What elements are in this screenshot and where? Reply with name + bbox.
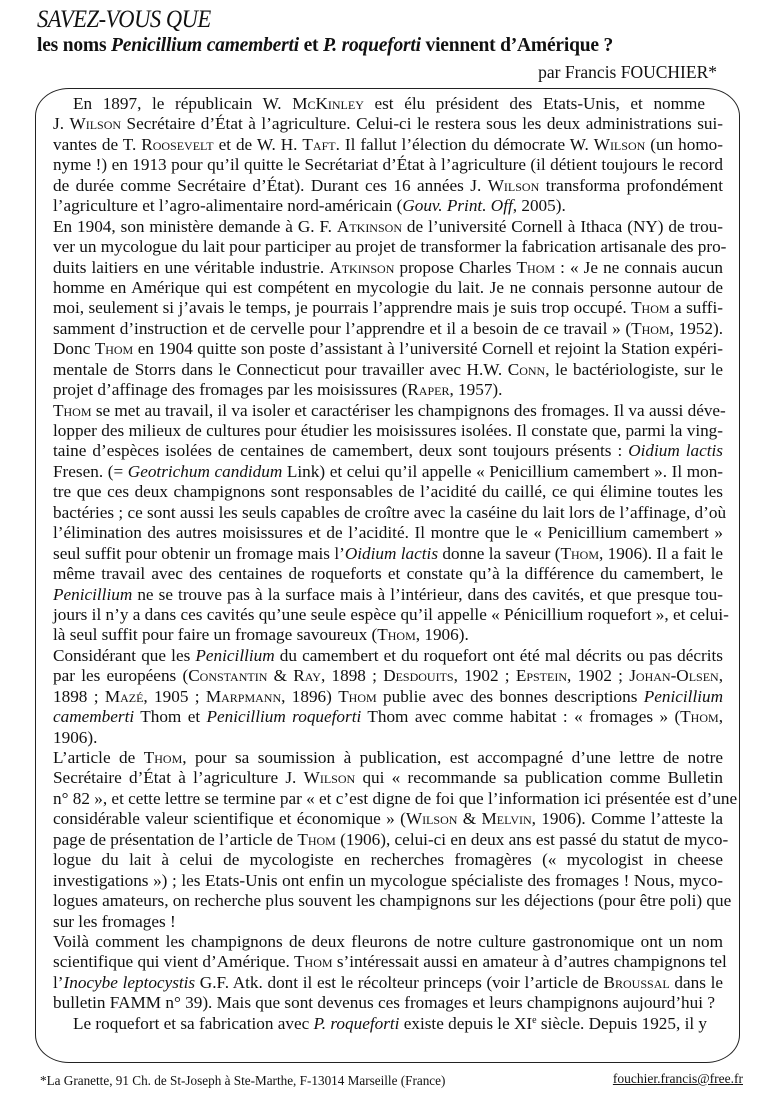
- text-run: est élu président des Etats-Unis, et nomme: [363, 94, 705, 113]
- text-line: [53, 1014, 723, 1034]
- text-run: qui « recommande sa publication comme Bulletin: [355, 768, 723, 788]
- text-run: même travail avec des centaines de roqueforts et constate qu’à la différence du camembert, le: [53, 564, 723, 584]
- text-line: [53, 871, 723, 891]
- text-run: Thom et: [134, 707, 207, 727]
- text-run: siècle. Depuis 1925, il y: [536, 1013, 708, 1033]
- small-caps-name: Atkinson: [329, 257, 395, 277]
- text-line: [53, 912, 723, 932]
- text-line: [53, 94, 723, 114]
- small-caps-name: Mazé: [104, 686, 144, 706]
- text-run: : « Je ne connais aucun: [555, 257, 723, 277]
- text-run: et de W. H.: [213, 134, 303, 154]
- text-run: , 1905 ;: [143, 686, 206, 706]
- text-run: Fresen. (=: [53, 461, 128, 481]
- text-line: [53, 298, 723, 318]
- italic-term: Penicillium: [53, 584, 133, 604]
- text-line: [53, 360, 723, 380]
- text-run: dans le: [669, 972, 723, 992]
- small-caps-name: Thom: [94, 339, 134, 359]
- text-run: , 1952).: [669, 318, 723, 338]
- text-line: [53, 196, 723, 216]
- text-line: [53, 502, 727, 523]
- text-line: [53, 339, 723, 359]
- text-run: samment d’instruction et de cervelle pour l’apprendre et il a besoin de ce travail » (: [53, 318, 632, 338]
- text-line: [53, 564, 723, 584]
- text-line: [53, 319, 723, 339]
- small-caps-name: Wilson: [487, 175, 540, 195]
- title-post: viennent d’Amérique ?: [420, 35, 614, 56]
- small-caps-name: Wilson: [405, 809, 458, 829]
- text-run: , pour sa soumission à publication, est accompagné d’une lettre de notre: [182, 748, 723, 767]
- text-run: page de présentation de l’article de: [53, 829, 298, 849]
- text-run: , 1896): [281, 686, 339, 706]
- text-run: 1906).: [53, 727, 98, 747]
- text-run: mentale de Storrs dans le Connecticut pour travailler avec H.W.: [53, 359, 508, 379]
- text-line: [53, 585, 723, 605]
- text-run: , 1898 ;: [320, 666, 384, 686]
- small-caps-name: Wilson: [303, 768, 356, 788]
- text-line: [53, 788, 738, 809]
- small-caps-name: Thom: [377, 625, 416, 645]
- text-run: logue du lait à celui de mycologiste en recherches fromagères (« mycologist in cheese: [53, 850, 723, 870]
- text-line: [53, 380, 723, 400]
- text-run: considérable valeur scientifique et économique » (: [53, 809, 406, 829]
- text-run: (un homo-: [645, 134, 724, 154]
- text-run: ,: [718, 707, 723, 727]
- small-caps-name: Thom: [631, 318, 670, 338]
- text-run: G.F. Atk. dont il est le récolteur princeps (voir l’article de: [195, 972, 604, 992]
- text-line: [53, 973, 723, 993]
- text-line: [53, 462, 723, 482]
- italic-term: camemberti: [53, 707, 135, 727]
- text-line: [53, 952, 727, 972]
- text-line: [53, 829, 729, 850]
- italic-term: Penicillium: [195, 645, 275, 665]
- text-line: [53, 523, 723, 543]
- text-run: Considérant que les: [53, 645, 196, 665]
- text-line: [53, 237, 727, 257]
- text-run: transforma profondément: [539, 175, 723, 195]
- text-run: Donc: [53, 339, 95, 359]
- text-run: &: [457, 809, 482, 829]
- text-line: [53, 666, 723, 686]
- small-caps-name: Thom: [560, 543, 599, 563]
- text-run: n° 82 », et cette lettre se termine par « et c’est digne de foi que l’information ici présentée est d’une: [53, 788, 738, 808]
- italic-term: Oidium lactis: [344, 543, 439, 563]
- text-run: En 1897, le républicain W.: [73, 94, 293, 113]
- small-caps-name: Roosevelt: [141, 134, 214, 154]
- text-run: l’élimination des autres moisissures et de l’acidité. Il montre que le « Penicillium camembert »: [53, 523, 723, 543]
- text-run: propose Charles: [394, 257, 517, 277]
- text-run: ne se trouve pas à la surface mais à l’intérieur, dans des cavités, et que presque tou-: [132, 584, 723, 604]
- text-run: Le roquefort et sa fabrication avec: [73, 1013, 314, 1033]
- text-run: tre que ces deux champignons sont responsables de l’acidité du caillé, ce qui élimine toutes les: [53, 482, 723, 502]
- author-address-footnote: *La Granette, 91 Ch. de St-Joseph à Ste-Marthe, F-13014 Marseille (France): [40, 1073, 446, 1088]
- text-line: [53, 768, 723, 788]
- text-run: du camembert et du roquefort ont été mal décrits ou pas décrits: [274, 645, 723, 665]
- small-caps-name: Thom: [53, 400, 92, 420]
- italic-term: Penicillium roqueforti: [206, 707, 362, 727]
- article-title: [37, 35, 613, 57]
- text-run: Voilà comment les champignons de deux fleurons de notre culture gastronomique ont un nom: [53, 931, 723, 951]
- text-run: se met au travail, il va isoler et caractériser les champignons des fromages. Il va aussi déve-: [91, 400, 726, 420]
- small-caps-name: Constantin: [188, 666, 268, 686]
- text-run: l’agriculture et l’agro-alimentaire nord-américain (: [53, 196, 403, 216]
- title-pre: les noms: [37, 35, 112, 56]
- italic-term: P. roqueforti: [313, 1013, 400, 1033]
- text-line: [53, 400, 726, 421]
- text-run: a suffi-: [669, 298, 723, 318]
- text-run: L’article de: [53, 748, 144, 767]
- author-email-link[interactable]: fouchier.francis@free.fr: [612, 1071, 743, 1086]
- text-run: J.: [53, 114, 70, 134]
- section-kicker: SAVEZ-VOUS QUE: [37, 6, 211, 33]
- text-line: [53, 728, 723, 748]
- text-run: sur les fromages !: [53, 911, 176, 931]
- text-run: nyme !) en 1913 pour qu’il quitte le Secrétariat d’État à l’agriculture (il détient toujours le record: [53, 155, 723, 175]
- small-caps-name: Wilson: [69, 114, 122, 134]
- text-line: [53, 155, 723, 175]
- text-run: bactéries ; ce sont aussi les seuls capables de croître avec la caséine du lait lors de l’affinage, d’où: [53, 502, 727, 522]
- text-line: [53, 707, 723, 727]
- small-caps-name: Wilson: [593, 134, 646, 154]
- text-line: [53, 850, 723, 870]
- text-run: , 1902 ;: [453, 666, 516, 686]
- small-caps-name: Ray: [293, 666, 321, 686]
- text-run: jours il n’y a dans ces cavités qu’une seule espèce qu’il appelle « Pénicillium roquefort », et celui-: [53, 604, 729, 624]
- text-run: homme en Amérique qui est compétent en mycologie du lait. Je ne connais personne autour de: [53, 277, 723, 297]
- text-run: , 1902 ;: [567, 666, 630, 686]
- text-run: duits laitiers en une véritable industrie.: [53, 257, 330, 277]
- text-run: Thom avec comme habitat : « fromages » (: [361, 707, 681, 727]
- text-line: [53, 993, 723, 1013]
- text-line: [53, 809, 723, 829]
- title-mid: et: [298, 35, 324, 56]
- small-caps-name: Epstein: [515, 666, 567, 686]
- text-line: [53, 625, 723, 645]
- title-italic-2: P. roqueforti: [323, 35, 421, 56]
- italic-term: Gouv. Print. Off: [402, 196, 513, 216]
- text-line: [53, 687, 723, 707]
- text-run: ,: [718, 666, 724, 686]
- article-body: [53, 94, 738, 1034]
- small-caps-name: Melvin: [481, 809, 532, 829]
- italic-term: Inocybe leptocystis: [63, 972, 196, 992]
- text-run: Secrétaire d’État à l’agriculture J.: [53, 768, 304, 788]
- text-line: [53, 258, 723, 278]
- text-run: l’: [53, 972, 64, 992]
- text-run: , le bactériologiste, sur le: [545, 359, 723, 379]
- small-caps-name: Taft: [302, 134, 336, 154]
- text-line: [53, 114, 723, 134]
- text-run: Link) et celui qu’il appelle « Penicillium camembert ». Il mon-: [282, 461, 724, 481]
- small-caps-name: Thom: [143, 748, 183, 767]
- small-caps-name: Thom: [294, 952, 333, 972]
- small-caps-name: Thom: [297, 829, 336, 849]
- text-run: moi, seulement si j’avais le temps, je pourrais l’apprendre mais je suis trop occupé.: [53, 298, 632, 318]
- small-caps-name: Broussal: [603, 972, 670, 992]
- text-line: [53, 441, 723, 461]
- small-caps-name: Thom: [516, 257, 556, 277]
- small-caps-name: McKinley: [292, 94, 364, 113]
- text-line: [53, 278, 723, 298]
- text-run: publie avec des bonnes descriptions: [376, 686, 644, 706]
- text-run: , 2005).: [512, 196, 566, 216]
- italic-term: Geotrichum candidum: [127, 461, 283, 481]
- text-run: . Il fallut l’élection du démocrate W.: [335, 134, 594, 154]
- text-line: [53, 217, 723, 237]
- small-caps-name: Thom: [631, 298, 670, 318]
- text-line: [53, 932, 723, 952]
- text-line: [53, 482, 723, 502]
- superscript: e: [532, 1014, 537, 1026]
- text-run: ver un mycologue du lait pour participer au projet de transformer la fabrication artisanale des pro-: [53, 237, 727, 257]
- small-caps-name: Thom: [338, 686, 377, 706]
- text-run: donne la saveur (: [438, 543, 561, 563]
- small-caps-name: Thom: [680, 707, 719, 727]
- text-run: (1906), celui-ci en deux ans est passé du statut de myco-: [335, 829, 729, 849]
- small-caps-name: Desdouits: [383, 666, 454, 686]
- text-run: , 1906). Comme l’atteste la: [531, 809, 724, 829]
- text-run: de l’université Cornell à Ithaca (NY) de trou-: [401, 216, 723, 236]
- text-line: [53, 604, 729, 625]
- small-caps-name: Johan-Olsen: [629, 666, 719, 686]
- small-caps-name: Atkinson: [336, 216, 402, 236]
- text-run: , 1957).: [449, 380, 503, 400]
- text-run: logues amateurs, on recherche plus souvent les champignons sur les déjections (pour être poli) que: [53, 891, 732, 911]
- text-run: là seul suffit pour faire un fromage savoureux (: [53, 625, 378, 645]
- small-caps-name: Marpmann: [205, 686, 282, 706]
- text-run: En 1904, son ministère demande à G. F.: [53, 216, 337, 236]
- text-line: [53, 135, 723, 155]
- text-run: 1898 ;: [53, 686, 105, 706]
- text-run: , 1906). Il a fait le: [599, 543, 723, 563]
- italic-term: Oidium lactis: [628, 441, 723, 461]
- text-line: [53, 891, 732, 911]
- small-caps-name: Raper: [407, 380, 450, 400]
- text-line: [53, 176, 723, 196]
- text-run: lopper des milieux de cultures pour étudier les moisissures isolées. Il constate que, parmi la ving-: [53, 421, 723, 440]
- text-run: scientifique qui vient d’Amérique.: [53, 952, 295, 972]
- text-run: Secrétaire d’État à l’agriculture. Celui-ci le restera sous les deux administrations sui-: [121, 114, 723, 134]
- title-italic-1: Penicillium camemberti: [111, 35, 299, 56]
- text-run: existe depuis le XI: [399, 1013, 533, 1033]
- text-run: &: [267, 666, 294, 686]
- text-run: en 1904 quitte son poste d’assistant à l’université Cornell et rejoint la Station expéri-: [133, 339, 723, 359]
- text-run: projet d’affinage des fromages par les moisissures (: [53, 380, 408, 400]
- text-run: taine d’espèces isolées de centaines de camembert, deux sont toujours présents :: [53, 441, 629, 461]
- text-line: [53, 544, 723, 564]
- text-run: de durée comme Secrétaire d’État). Durant ces 16 années J.: [53, 175, 488, 195]
- text-run: , 1906).: [415, 625, 469, 645]
- text-run: investigations ») ; les Etats-Unis ont enfin un mycologue spécialiste des fromages ! Nous, myco-: [53, 870, 723, 890]
- text-line: [53, 421, 723, 441]
- text-run: vantes de T.: [53, 134, 142, 154]
- text-run: bulletin FAMM n° 39). Mais que sont devenus ces fromages et leurs champignons aujourd’hui ?: [53, 993, 715, 1013]
- text-run: s’intéressait aussi en amateur à d’autres champignons tel: [332, 952, 727, 972]
- text-run: par les européens (: [53, 666, 189, 686]
- text-run: seul suffit pour obtenir un fromage mais l’: [53, 543, 345, 563]
- italic-term: Penicillium: [643, 686, 723, 706]
- small-caps-name: Conn: [507, 359, 546, 379]
- text-line: [53, 748, 723, 768]
- text-line: [53, 646, 723, 666]
- author-byline: par Francis FOUCHIER*: [538, 62, 717, 82]
